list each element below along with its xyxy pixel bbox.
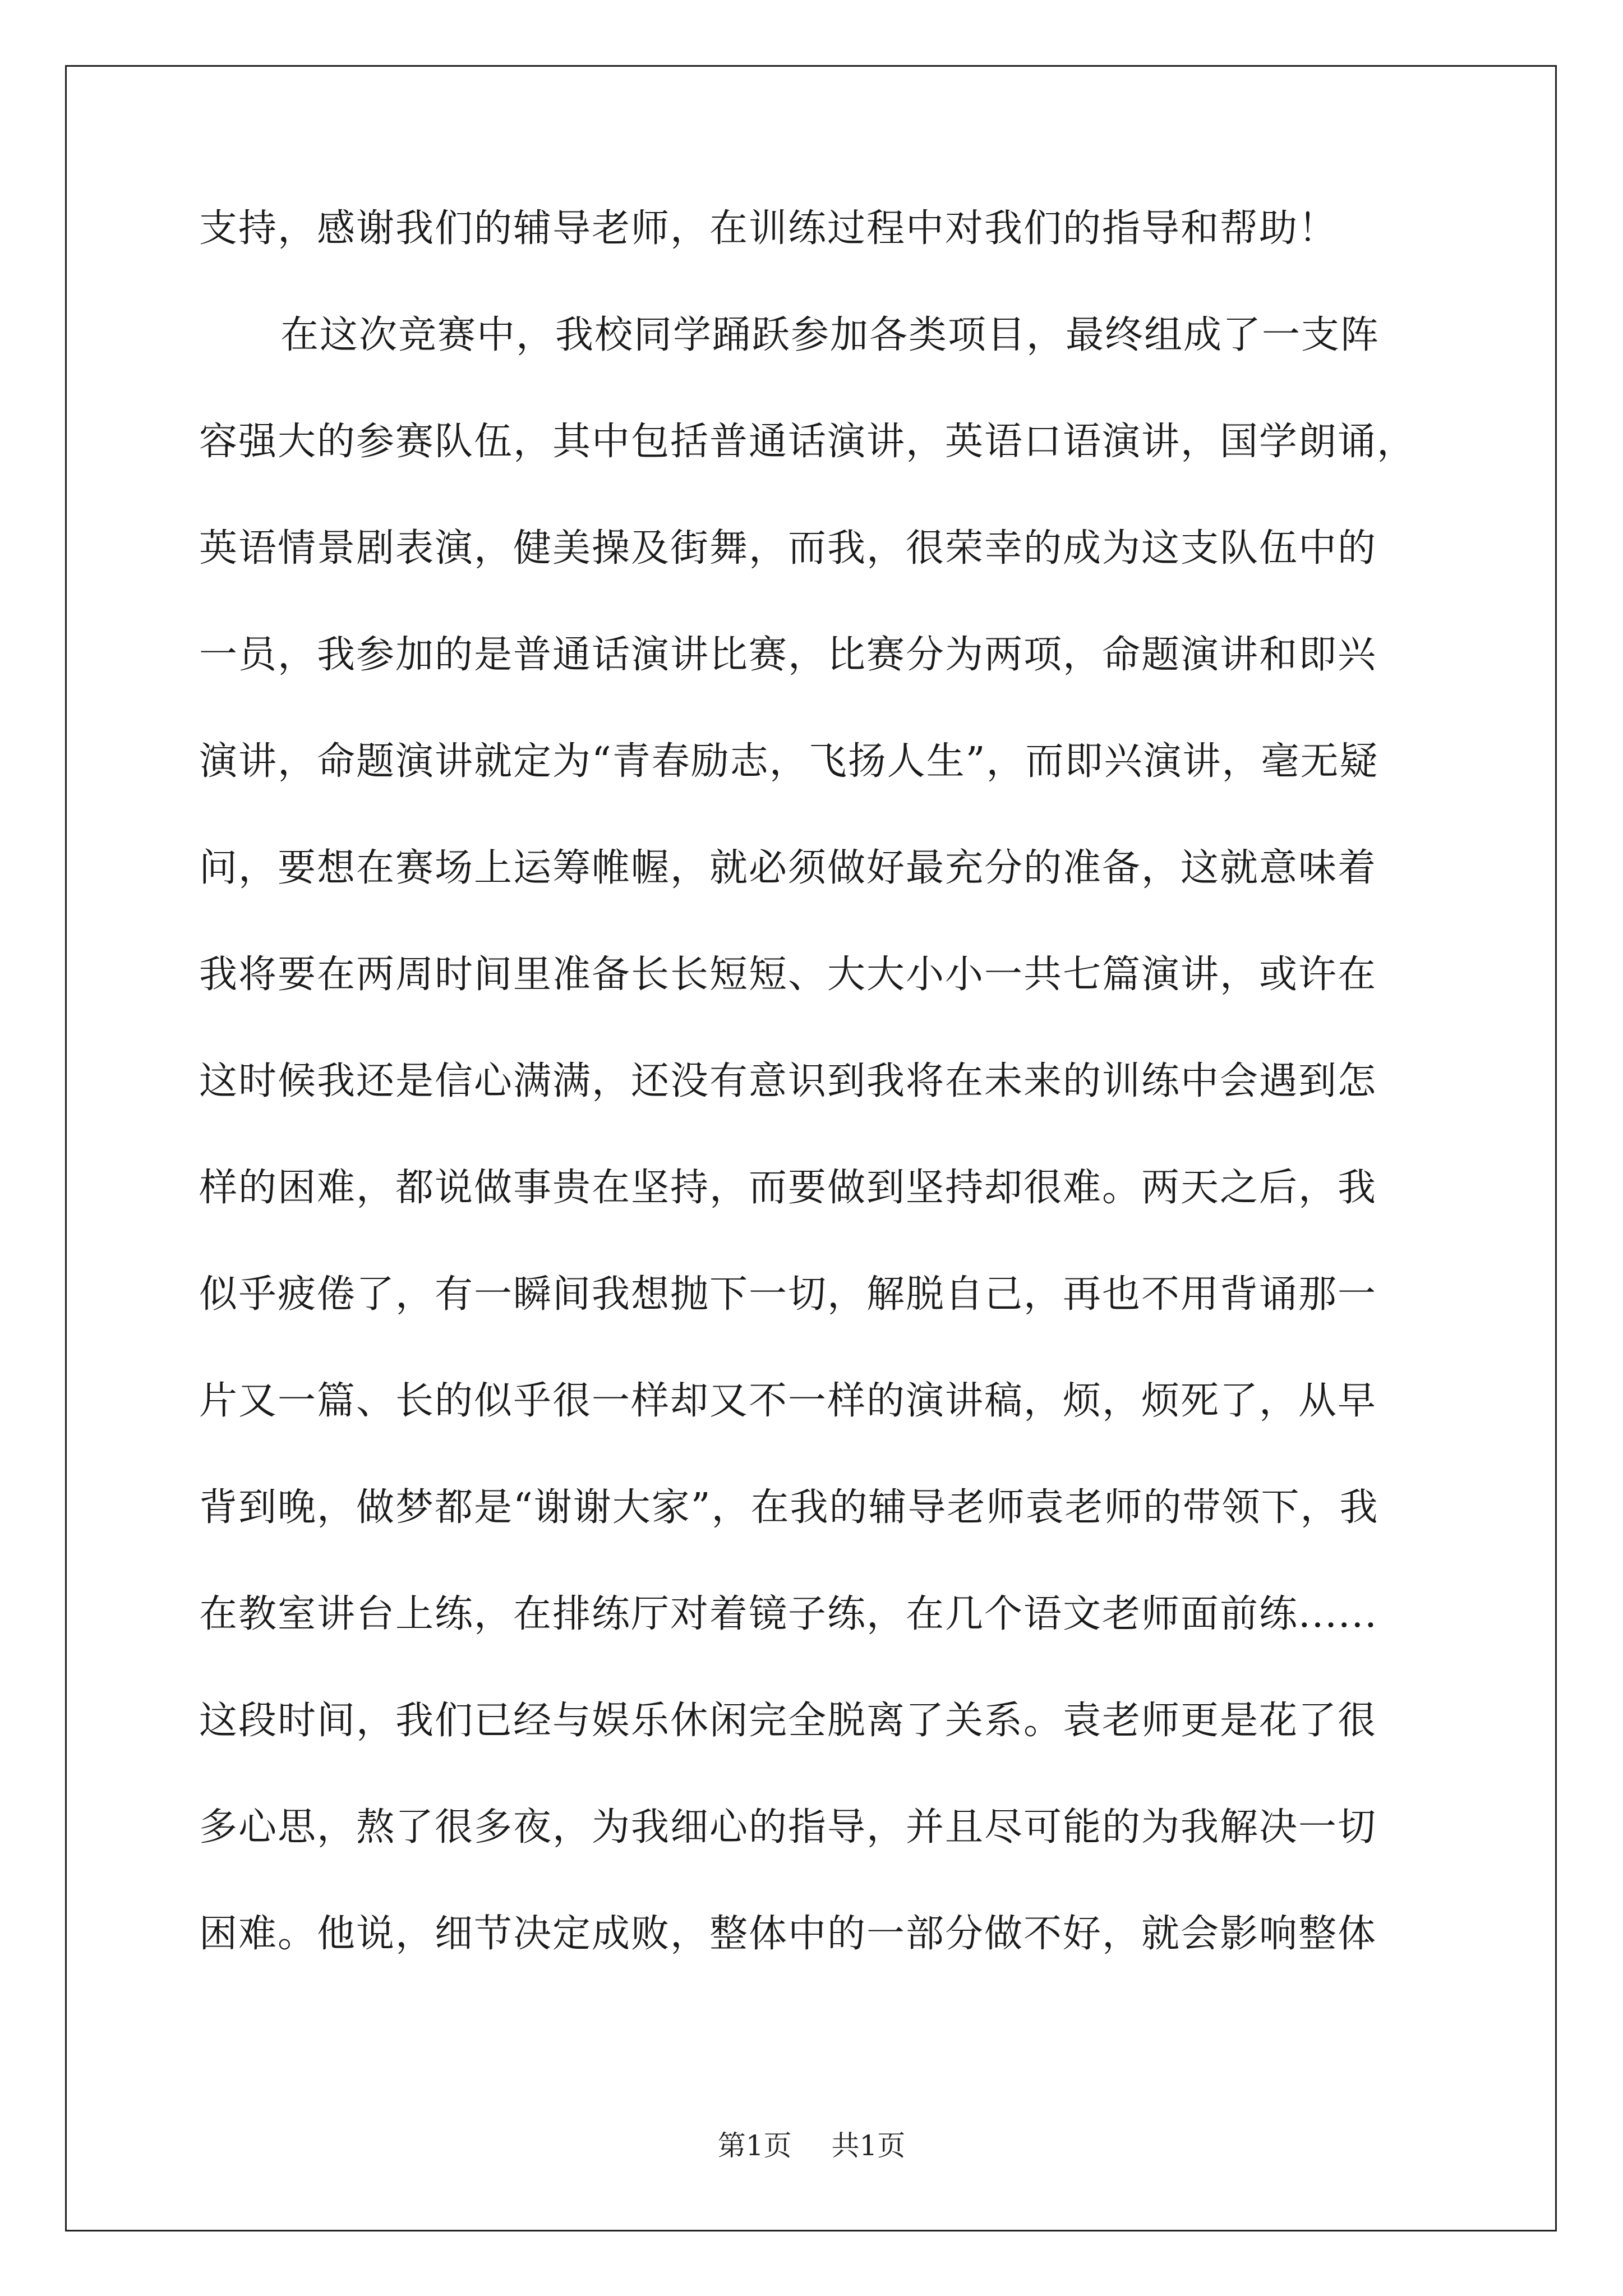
text-line: 背到晚，做梦都是“谢谢大家”，在我的辅导老师袁老师的带领下，我 [199,1485,1379,1530]
text-line: 英语情景剧表演，健美操及街舞，而我，很荣幸的成为这支队伍中的 [199,526,1377,570]
page-number-current: 第1页 [717,2129,792,2162]
text-line: 支持，感谢我们的辅导老师，在训练过程中对我们的指导和帮助！ [199,206,1338,251]
text-line: 片又一篇、长的似乎很一样却又不一样的演讲稿，烦，烦死了，从早 [199,1379,1377,1423]
text-line: 一员，我参加的是普通话演讲比赛，比赛分为两项，命题演讲和即兴 [199,633,1377,677]
text-line: 演讲，命题演讲就定为“青春励志，飞扬人生”，而即兴演讲，毫无疑 [199,739,1379,784]
text-line: 样的困难，都说做事贵在坚持，而要做到坚持却很难。两天之后，我 [199,1166,1377,1210]
text-line: 我将要在两周时间里准备长长短短、大大小小一共七篇演讲，或许在 [199,953,1377,997]
text-line: 问，要想在赛场上运筹帷幄，就必须做好最充分的准备，这就意味着 [199,846,1377,890]
text-line: 似乎疲倦了，有一瞬间我想抛下一切，解脱自己，再也不用背诵那一 [199,1272,1377,1317]
text-line: 困难。他说，细节决定成败，整体中的一部分做不好，就会影响整体 [199,1912,1377,1956]
text-line: 在教室讲台上练，在排练厅对着镜子练，在几个语文老师面前练...... [199,1592,1378,1636]
text-line: 容强大的参赛队伍，其中包括普通话演讲，英语口语演讲，国学朗诵， [199,420,1417,464]
document-body [199,208,1455,2019]
page-number-total: 共1页 [831,2129,906,2162]
page-footer [0,2129,1623,2162]
text-line: 多心思，熬了很多夜，为我细心的指导，并且尽可能的为我解决一切 [199,1805,1377,1849]
text-line: 这段时间，我们已经与娱乐休闲完全脱离了关系。袁老师更是花了很 [199,1699,1377,1743]
paragraph-start-line: 在这次竞赛中，我校同学踊跃参加各类项目，最终组成了一支阵 [280,313,1380,357]
text-line: 这时候我还是信心满满，还没有意识到我将在未来的训练中会遇到怎 [199,1059,1377,1103]
